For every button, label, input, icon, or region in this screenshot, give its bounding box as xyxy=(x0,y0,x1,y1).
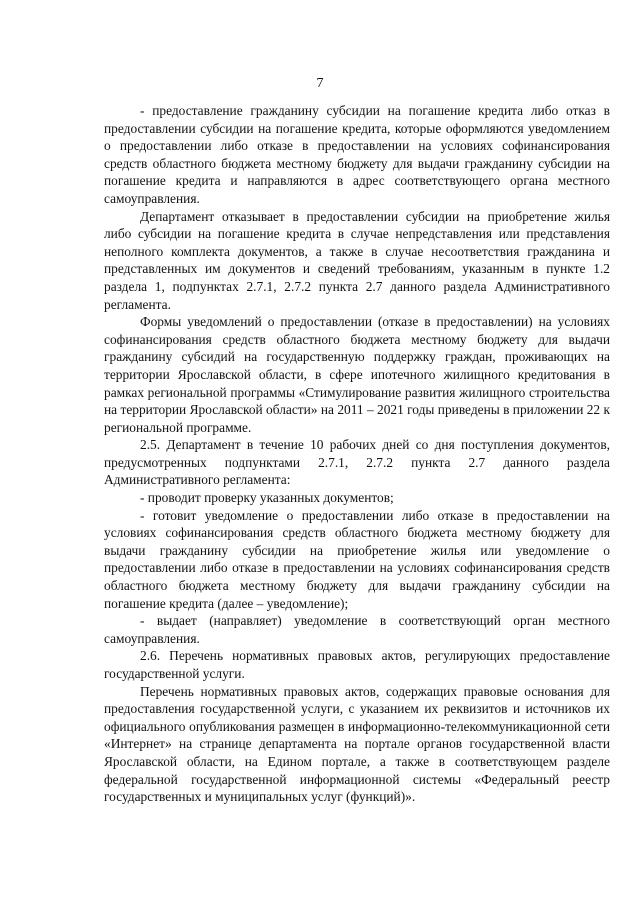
paragraph-section-2-5: 2.5. Департамент в течение 10 рабочих дней со дня поступления документов, предусмотренных подпунктами 2.7.1, 2.7.2 пункта 2.7 данного раздела Административного регламента: xyxy=(104,437,610,488)
list-item-check-documents: - проводит проверку указанных документов; xyxy=(140,490,394,506)
paragraph-legal-acts-list: Перечень нормативных правовых актов, содержащих правовые основания для предоставления государственной услуги, с указанием их реквизитов и источников их официального опубликования размещен в информационно-телекоммуникационной сети «Интернет» на странице департамента на портале органов государственной власти Ярославской области, на Едином портале, а также в соответствующем разделе федеральной государственной информационной системы «Федеральный реестр государственных и муниципальных услуг (функций)». xyxy=(104,683,610,805)
paragraph-department-refusal: Департамент отказывает в предоставлении субсидии на приобретение жилья либо субсидии на погашение кредита в случае непредставления или представления неполного комплекта документов, а также в случае несоответствия гражданина и представленных им документов и сведений требованиям, указанным в пункте 1.2 раздела 1, подпунктах 2.7.1, 2.7.2 пункта 2.7 данного раздела Административного регламента. xyxy=(104,208,610,312)
page-number: 7 xyxy=(316,76,324,91)
document-body xyxy=(104,102,610,806)
list-item-prepare-notification: - готовит уведомление о предоставлении либо отказе в предоставлении на условиях софинансирования средств областного бюджета местному бюджету для выдачи гражданину субсидии на приобретение жилья или уведомление о предоставлении либо отказе в предоставлении на условиях софинансирования средств областного бюджета местному бюджету для выдачи гражданину субсидии на погашение кредита (далее – уведомление); xyxy=(104,507,610,611)
paragraph-section-2-6: 2.6. Перечень нормативных правовых актов, регулирующих предоставление государственной услуги. xyxy=(104,648,610,681)
list-item-issue-notification: - выдает (направляет) уведомление в соответствующий орган местного самоуправления. xyxy=(104,613,610,646)
paragraph-notification-forms: Формы уведомлений о предоставлении (отказе в предоставлении) на условиях софинансирования средств областного бюджета местному бюджету для выдачи гражданину субсидий на государственную поддержку граждан, проживающих на территории Ярославской области, в сфере ипотечного жилищного кредитования в рамках региональной программы «Стимулирование развития жилищного строительства на территории Ярославской области» на 2011 – 2021 годы приведены в приложении 22 к региональной программе. xyxy=(104,314,610,435)
paragraph-subsidy-loan-decision: - предоставление гражданину субсидии на погашение кредита либо отказ в предоставлении субсидии на погашение кредита, которые оформляются уведомлением о предоставлении либо отказе в предоставлении на условиях софинансирования средств областного бюджета местному бюджету для выдачи гражданину субсидии на погашение кредита и направляются в адрес соответствующего органа местного самоуправления. xyxy=(104,103,610,206)
